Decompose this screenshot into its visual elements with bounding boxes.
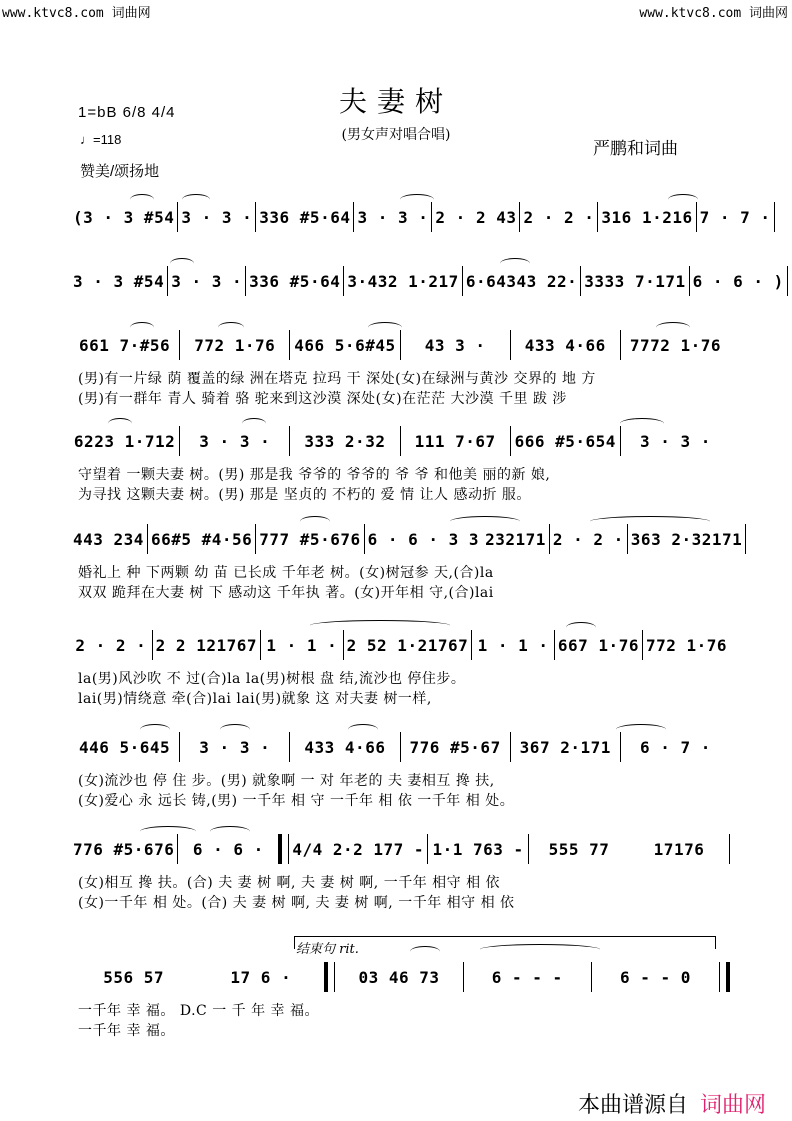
measure: 3 · 3 · (357, 207, 429, 227)
lyric-line-1: (男)有一片绿 荫 覆盖的绿 洲在塔克 拉玛 干 深处(女)在绿洲与黄沙 交界的 地 方 (78, 371, 596, 387)
measure: 6 - - - (491, 967, 563, 987)
measure: 1 · 1 · (477, 635, 549, 655)
measure: 666 #5·654 (514, 431, 616, 451)
measure: 661 7·#56 (78, 335, 171, 355)
measure: 336 #5·64 (249, 271, 341, 291)
notes-line (70, 328, 730, 362)
measure: 3 · 3 · (639, 431, 711, 451)
notes-line (70, 424, 730, 458)
source-label: 本曲谱源自 (577, 1092, 688, 1117)
measure: 232171 (485, 529, 546, 549)
measure: 2 · 2 43 (435, 207, 517, 227)
measure: 2 · 2 · (552, 529, 624, 549)
score-row-6 (70, 628, 730, 708)
measure: 446 5·645 (78, 737, 171, 757)
slur (140, 826, 196, 837)
measure: 2 52 1·21767 (346, 635, 469, 655)
slur (656, 322, 690, 333)
slur (410, 946, 440, 957)
measure: 6 · 6 · 3 3 (367, 529, 480, 549)
measure: 1·1 763 - (432, 839, 524, 859)
source-footer (578, 1088, 766, 1119)
measure: 433 4·66 (524, 335, 606, 355)
measure: 776 #5·676 (73, 839, 175, 859)
slur (220, 724, 250, 735)
measure: 316 1·216 (601, 207, 693, 227)
repeat-barline (278, 834, 289, 864)
slur (130, 322, 154, 333)
lyric-line-2: 为寻找 这颗夫妻 树。(男) 那是 坚贞的 不朽的 爱 情 让人 感动折 服。 (78, 487, 531, 503)
watermark-right: www.ktvc8.com 词曲网 (639, 6, 788, 21)
credits: 严鹏和词曲 (593, 139, 678, 159)
measure: 6 · 6 · ) (692, 271, 784, 291)
measure: 43 3 · (424, 335, 486, 355)
measure: 3 · 3 · (171, 271, 243, 291)
lyric-line-1: 婚礼上 种 下两颗 幼 苗 已长成 千年老 树。(女)树冠参 天,(合)la (78, 565, 494, 581)
brand-link[interactable]: 词曲网 (699, 1092, 766, 1117)
slur (108, 418, 132, 429)
measure: 333 2·32 (304, 431, 386, 451)
slur (310, 620, 450, 631)
measure: 6223 1·712 (73, 431, 176, 451)
slur (210, 826, 250, 837)
notes-line (70, 832, 730, 866)
measure: 6 - - 0 (619, 967, 691, 987)
slur (480, 944, 600, 955)
song-subtitle: (男女声对唱合唱) (341, 127, 451, 143)
score-row-3 (70, 328, 730, 408)
slur (450, 516, 520, 527)
measure: 6 · 7 · (639, 737, 711, 757)
notes-line (70, 960, 730, 994)
measure: 6 · 6 · (192, 839, 264, 859)
tempo-marking: ♩=118 (80, 132, 122, 147)
measure: 2 · 2 · (75, 635, 147, 655)
notes-line (70, 628, 730, 662)
lyric-line-1: 一千年 幸 福。 D.C 一 千 年 幸 福。 (78, 1003, 319, 1019)
slur (130, 194, 154, 205)
measure: 111 7·67 (414, 431, 496, 451)
measure: 66#5 #4·56 (150, 529, 253, 549)
measure: 6·64343 22· (465, 271, 578, 291)
lyric-line-2: (女)一千年 相 处。(合) 夫 妻 树 啊, 夫 妻 树 啊, 一千年 相守 相 依 (78, 895, 515, 911)
measure: 433 4·66 (304, 737, 386, 757)
lyric-line-1: (女)流沙也 停 住 步。(男) 就象啊 一 对 年老的 夫 妻相互 搀 扶, (78, 773, 495, 789)
lyric-line-1: (女)相互 搀 扶。(合) 夫 妻 树 啊, 夫 妻 树 啊, 一千年 相守 相 依 (78, 875, 501, 891)
lyric-line-1: 守望着 一颗夫妻 树。(男) 那是我 爷爷的 爷爷的 爷 爷 和他美 丽的新 娘, (78, 467, 551, 483)
notes-line (70, 730, 730, 764)
measure: 556 57 (103, 967, 164, 987)
measure: 466 5·6#45 (294, 335, 396, 355)
lyric-line-2: lai(男)情绕意 牵(合)lai lai(男)就象 这 对夫妻 树一样, (78, 691, 432, 707)
lyric-line-2: 双双 跪拜在大妻 树 下 感动这 千年执 著。(女)开年相 守,(合)lai (78, 585, 494, 601)
slur (400, 194, 434, 205)
score-row-9 (70, 942, 730, 1040)
measure: 4/4 2·2 177 - (292, 839, 425, 859)
watermark-left: www.ktvc8.com 词曲网 (2, 6, 151, 21)
measure: 3 · 3 · (199, 431, 271, 451)
notes-line (70, 522, 743, 556)
measure: 772 1·76 (645, 635, 728, 655)
expression-marking: 赞美/颂扬地 (80, 163, 160, 180)
slur (182, 194, 210, 205)
slur (170, 258, 194, 269)
slur (348, 724, 378, 735)
score-row-4 (70, 424, 730, 504)
barline (787, 266, 788, 296)
slur (300, 516, 330, 527)
key-signature: 1=bB 6/8 4/4 (78, 104, 176, 121)
measure: 2 2 121767 (155, 635, 257, 655)
measure: 555 77 (548, 839, 610, 859)
song-title: 夫妻树 (338, 85, 453, 118)
measure: 7772 1·76 (629, 335, 722, 355)
repeat-barline (324, 962, 335, 992)
slur (368, 322, 402, 333)
measure: 3·432 1·217 (347, 271, 459, 291)
score-row-1 (70, 200, 771, 240)
measure: (3 · 3 #54 (73, 207, 175, 227)
measure: 367 2·171 (519, 737, 611, 757)
measure: 336 #5·64 (259, 207, 351, 227)
measure: 17176 (653, 839, 705, 859)
score-row-8 (70, 832, 730, 912)
barline (745, 524, 746, 554)
measure: 1 · 1 · (266, 635, 338, 655)
slur (500, 258, 530, 269)
lyric-line-2: 一千年 幸 福。 (78, 1023, 175, 1039)
measure: 17 6 · (230, 967, 292, 987)
measure: 363 2·32171 (630, 529, 743, 549)
measure: 776 #5·67 (409, 737, 501, 757)
measure: 777 #5·676 (259, 529, 361, 549)
barline (729, 834, 730, 864)
score-row-2 (70, 264, 784, 304)
barline (774, 202, 775, 232)
ending-label: 结束句 rit. (296, 942, 359, 957)
slur (566, 622, 596, 633)
lyric-line-1: la(男)风沙吹 不 过(合)la la(男)树根 盘 结,流沙也 停住步。 (78, 671, 466, 687)
measure: 3 · 3 · (199, 737, 271, 757)
measure: 3 · 3 · (181, 207, 253, 227)
slur (218, 322, 244, 333)
notes-line (70, 264, 784, 298)
score-row-7 (70, 730, 730, 810)
slur (590, 516, 710, 527)
slur (620, 418, 664, 429)
measure: 2 · 2 · (523, 207, 595, 227)
notes-line (70, 200, 771, 234)
measure: 3333 7·171 (584, 271, 686, 291)
lyric-line-2: (女)爱心 永 远长 铸,(男) 一千年 相 守 一千年 相 依 一千年 相 处。 (78, 793, 515, 809)
measure: 7 · 7 · (699, 207, 771, 227)
slur (140, 724, 170, 735)
slur (616, 724, 666, 735)
measure: 03 46 73 (358, 967, 440, 987)
measure: 443 234 (73, 529, 144, 549)
lyric-line-2: (男)有一群年 青人 骑着 骆 驼来到这沙漠 深处(女)在茫茫 大沙漠 千里 跋 涉 (78, 391, 567, 407)
score-row-5 (70, 522, 743, 602)
slur (242, 418, 266, 429)
measure: 772 1·76 (194, 335, 276, 355)
measure: 667 1·76 (557, 635, 639, 655)
measure: 3 · 3 #54 (73, 271, 165, 291)
slur (668, 194, 698, 205)
final-barline (719, 962, 730, 992)
